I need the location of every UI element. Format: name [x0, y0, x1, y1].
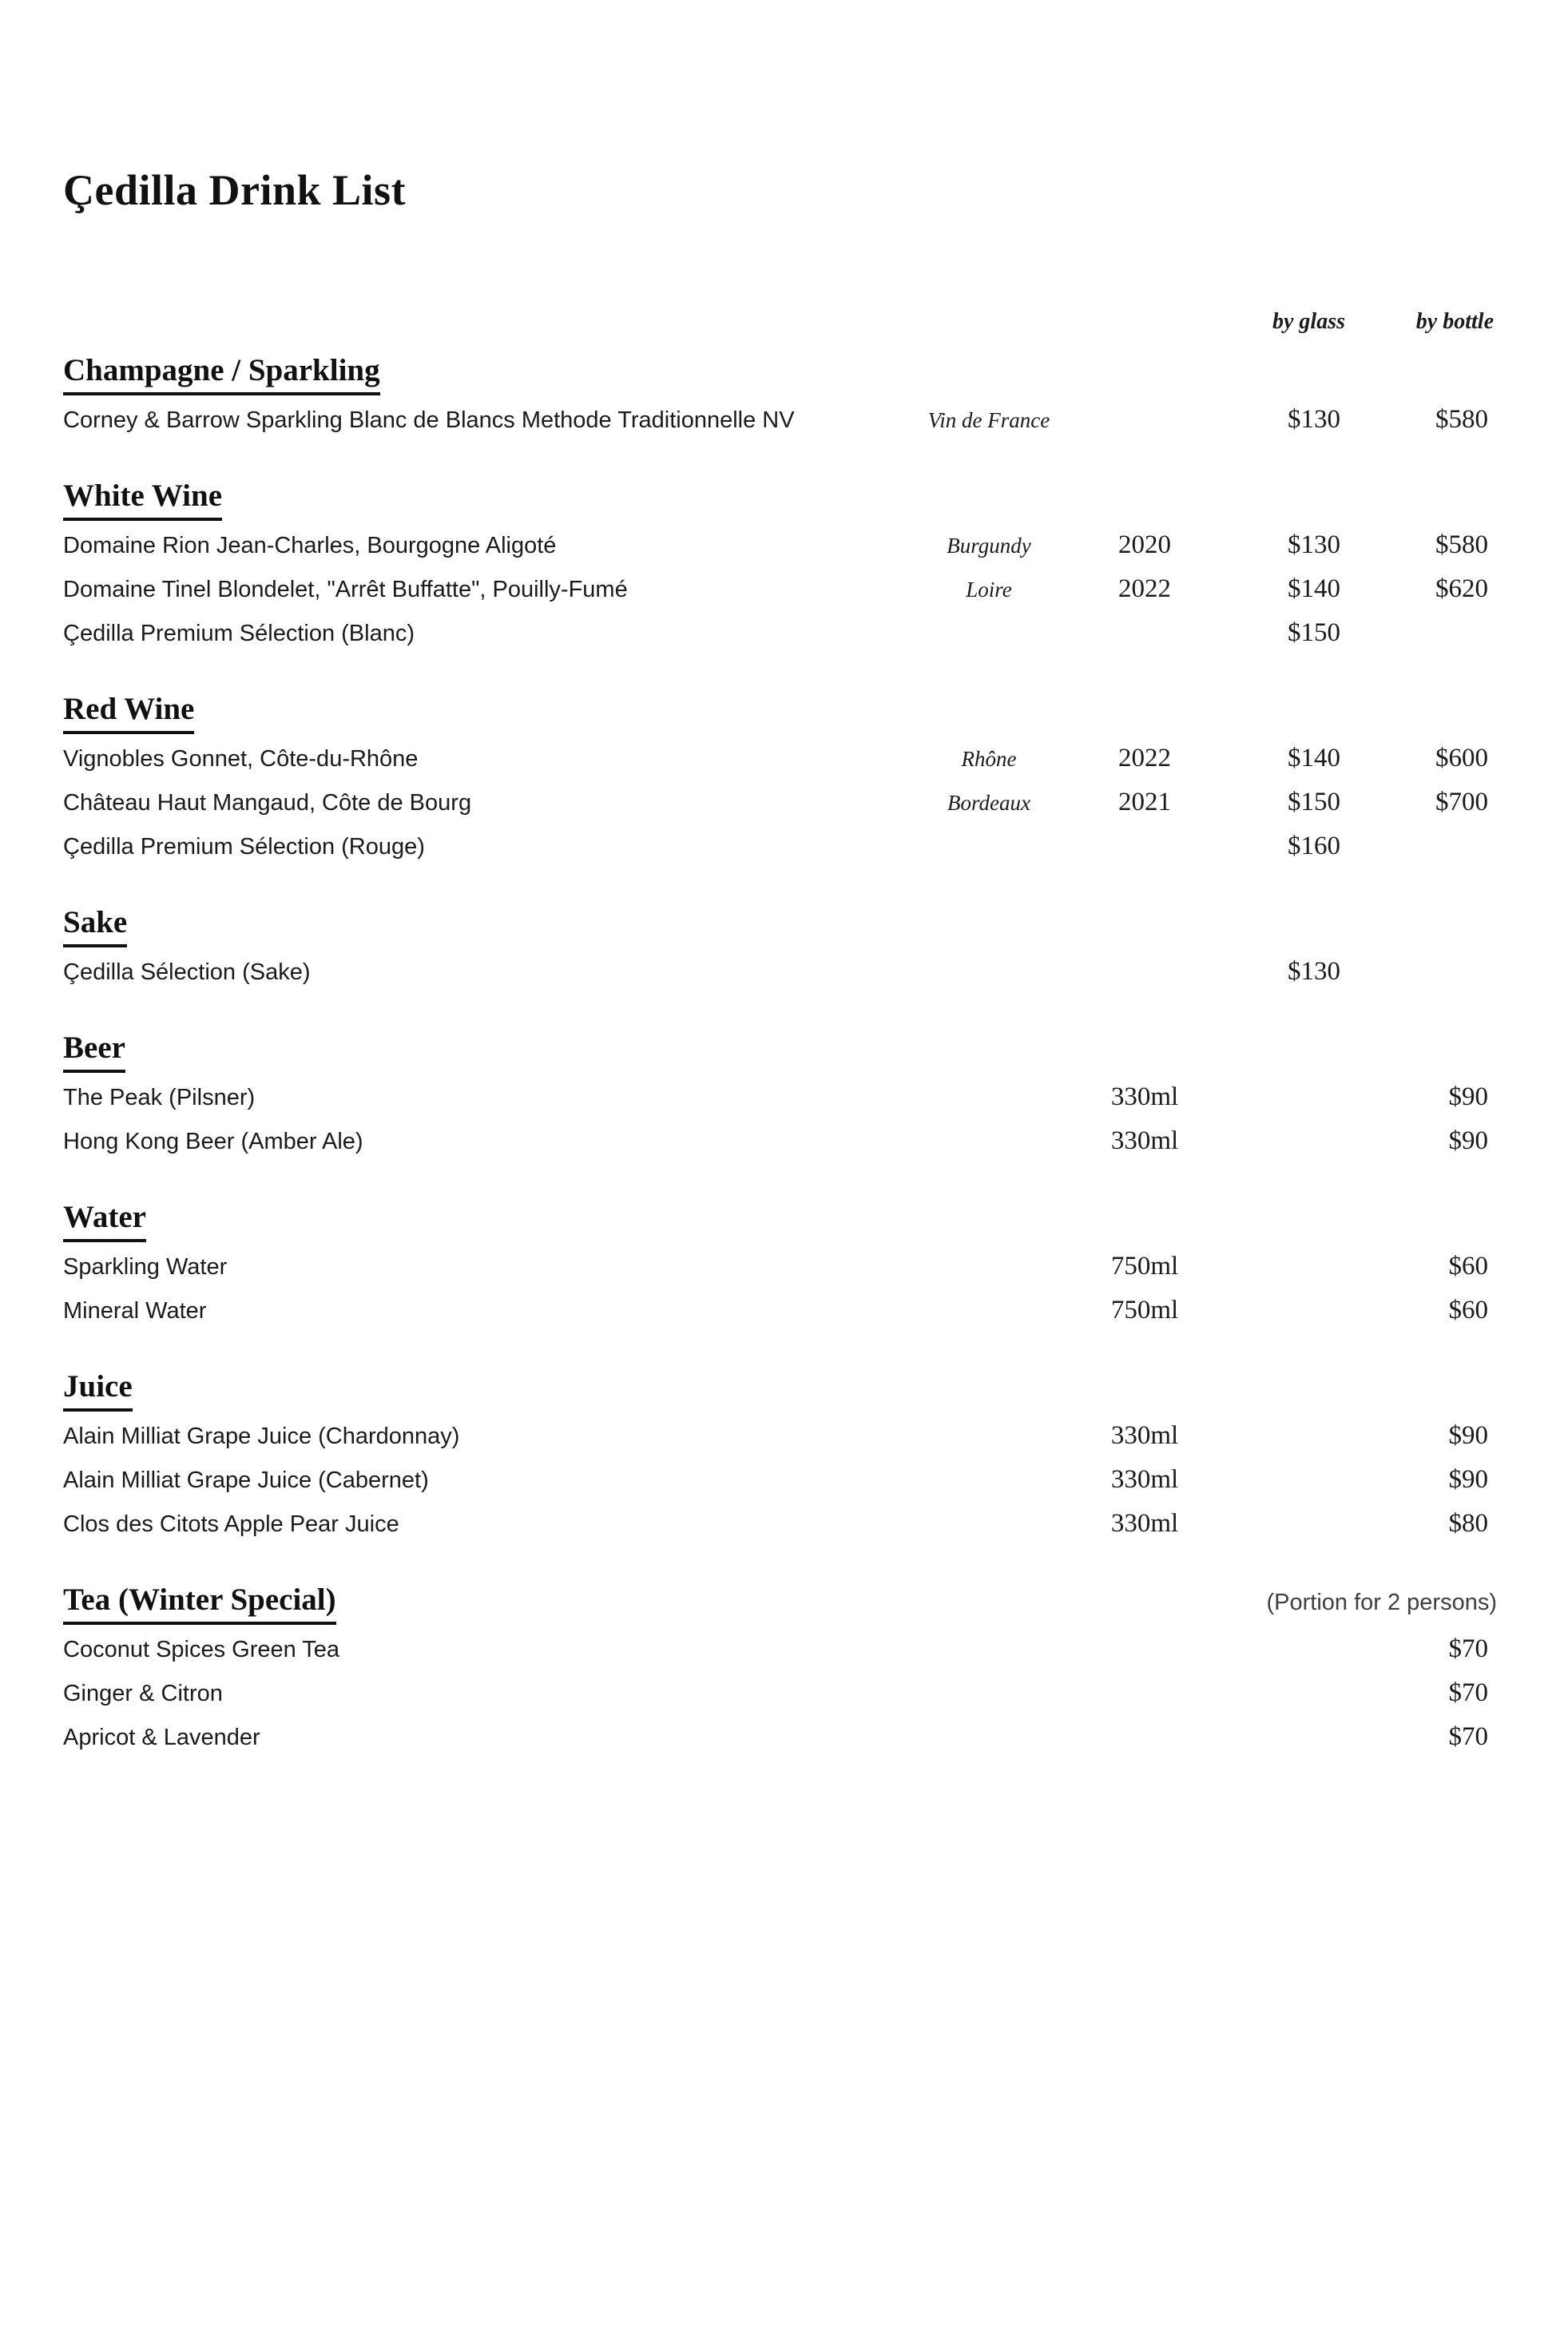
menu-item-row	[63, 955, 1508, 989]
menu-item-row	[63, 1125, 1508, 1158]
item-name: Clos des Citots Apple Pear Juice	[63, 1511, 399, 1537]
item-name: Coconut Spices Green Tea	[63, 1637, 340, 1662]
item-size: 330ml	[1110, 1421, 1179, 1450]
item-region: Loire	[966, 578, 1012, 602]
item-name: Ginger & Citron	[63, 1681, 223, 1706]
item-region: Rhône	[961, 747, 1017, 771]
menu-item-row	[63, 403, 1508, 437]
section-sake	[63, 903, 1508, 989]
item-name: Alain Milliat Grape Juice (Chardonnay)	[63, 1424, 460, 1449]
menu-item-row	[63, 1463, 1508, 1497]
item-name: Hong Kong Beer (Amber Ale)	[63, 1129, 363, 1154]
menu-item-row	[63, 1420, 1508, 1453]
item-name: The Peak (Pilsner)	[63, 1085, 256, 1110]
menu-item-row	[63, 742, 1508, 776]
menu-item-row	[63, 529, 1508, 562]
section-red-wine	[63, 690, 1508, 864]
item-price-by-bottle: $60	[1448, 1252, 1488, 1281]
section-beer	[63, 1029, 1508, 1158]
item-vintage: 2022	[1118, 744, 1171, 772]
item-price-by-glass: $150	[1288, 788, 1340, 816]
section-heading: Red Wine	[63, 690, 1205, 734]
menu-item-row	[63, 830, 1508, 864]
menu-item-row	[63, 786, 1508, 820]
item-name: Domaine Rion Jean-Charles, Bourgogne Aligoté	[63, 533, 557, 558]
item-size: 330ml	[1110, 1082, 1179, 1111]
menu-item-row	[63, 1250, 1508, 1284]
item-price-by-bottle: $700	[1435, 788, 1488, 816]
item-vintage: 2020	[1118, 530, 1171, 559]
section-heading: Tea (Winter Special)	[63, 1581, 1205, 1625]
item-price-by-bottle: $70	[1448, 1634, 1488, 1663]
section-water	[63, 1198, 1508, 1328]
price-column-headers	[63, 308, 1508, 336]
item-price-by-glass: $130	[1288, 530, 1340, 559]
section-heading: Champagne / Sparkling	[63, 351, 1205, 395]
menu-item-row	[63, 1721, 1508, 1754]
item-price-by-bottle: $580	[1435, 405, 1488, 434]
item-price-by-bottle: $80	[1448, 1509, 1488, 1538]
item-size: 750ml	[1110, 1296, 1179, 1324]
item-name: Çedilla Premium Sélection (Rouge)	[63, 834, 425, 860]
section-tea-winter-special	[63, 1581, 1508, 1754]
item-name: Corney & Barrow Sparkling Blanc de Blancs Methode Traditionnelle NV	[63, 407, 795, 433]
item-price-by-bottle: $620	[1435, 574, 1488, 603]
item-price-by-bottle: $90	[1448, 1082, 1488, 1111]
item-price-by-bottle: $70	[1448, 1722, 1488, 1751]
portion-note: (Portion for 2 persons)	[1266, 1590, 1497, 1615]
section-heading: Water	[63, 1198, 1205, 1242]
section-juice	[63, 1368, 1508, 1541]
item-name: Çedilla Sélection (Sake)	[63, 959, 311, 985]
item-name: Château Haut Mangaud, Côte de Bourg	[63, 790, 472, 816]
item-name: Mineral Water	[63, 1298, 207, 1324]
by-glass-column-header: by glass	[1272, 309, 1345, 334]
item-price-by-glass: $150	[1288, 618, 1340, 647]
section-heading: White Wine	[63, 477, 1205, 521]
item-price-by-glass: $140	[1288, 744, 1340, 772]
item-size: 330ml	[1110, 1126, 1179, 1155]
item-price-by-glass: $160	[1288, 832, 1340, 860]
menu-item-row	[63, 617, 1508, 650]
item-name: Sparkling Water	[63, 1254, 228, 1280]
item-name: Alain Milliat Grape Juice (Cabernet)	[63, 1467, 429, 1493]
item-price-by-glass: $130	[1288, 957, 1340, 986]
menu-item-row	[63, 1294, 1508, 1328]
item-region: Vin de France	[927, 408, 1050, 432]
item-price-by-bottle: $60	[1448, 1296, 1488, 1324]
page-title: Çedilla Drink List	[63, 166, 407, 214]
item-price-by-glass: $140	[1288, 574, 1340, 603]
item-price-by-bottle: $90	[1448, 1126, 1488, 1155]
item-price-by-bottle: $600	[1435, 744, 1488, 772]
item-vintage: 2022	[1118, 574, 1171, 603]
item-name: Domaine Tinel Blondelet, "Arrêt Buffatte", Pouilly-Fumé	[63, 577, 628, 602]
item-name: Vignobles Gonnet, Côte-du-Rhône	[63, 746, 419, 772]
item-price-by-bottle: $90	[1448, 1465, 1488, 1494]
item-size: 330ml	[1110, 1465, 1179, 1494]
item-size: 330ml	[1110, 1509, 1179, 1538]
section-white-wine	[63, 477, 1508, 650]
section-heading: Beer	[63, 1029, 1205, 1073]
menu-item-row	[63, 1507, 1508, 1541]
by-bottle-column-header: by bottle	[1415, 309, 1494, 334]
section-heading: Sake	[63, 903, 1205, 947]
item-name: Apricot & Lavender	[63, 1725, 260, 1750]
section-champagne-sparkling	[63, 351, 1508, 437]
item-region: Bordeaux	[947, 791, 1030, 815]
item-price-by-bottle: $70	[1448, 1678, 1488, 1707]
item-size: 750ml	[1110, 1252, 1179, 1281]
menu-item-row	[63, 1633, 1508, 1666]
item-region: Burgundy	[947, 534, 1031, 558]
section-heading: Juice	[63, 1368, 1205, 1412]
item-price-by-bottle: $580	[1435, 530, 1488, 559]
item-name: Çedilla Premium Sélection (Blanc)	[63, 621, 415, 646]
item-price-by-glass: $130	[1288, 405, 1340, 434]
menu-item-row	[63, 1677, 1508, 1710]
menu-item-row	[63, 573, 1508, 606]
menu-item-row	[63, 1081, 1508, 1114]
item-vintage: 2021	[1118, 788, 1171, 816]
item-price-by-bottle: $90	[1448, 1421, 1488, 1450]
